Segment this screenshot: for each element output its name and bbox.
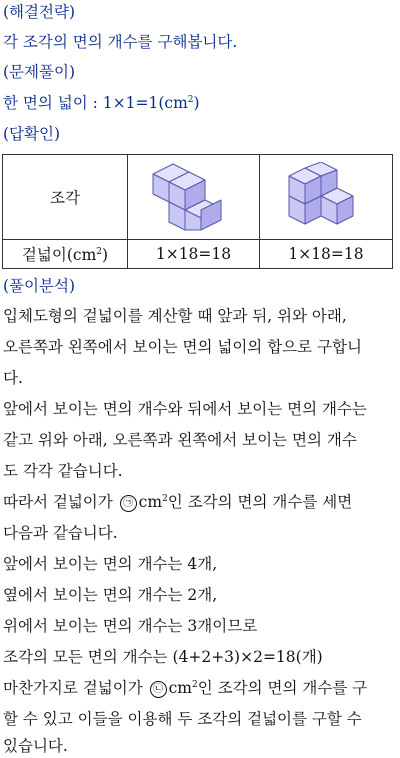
solve-expr: 1×1=1(cm xyxy=(102,94,188,112)
line-a-pre: 따라서 겉넓이가 xyxy=(3,493,118,511)
solve-tail: ) xyxy=(193,94,200,112)
area-value-a: 1×18=18 xyxy=(128,240,260,269)
circled-b-mark: ㉡ xyxy=(150,681,167,698)
table-row xyxy=(3,155,393,240)
area-label-text: 겉넓이(cm xyxy=(21,246,97,264)
section-solve-heading: (문제풀이) xyxy=(3,63,75,81)
area-label-close: ) xyxy=(102,246,109,264)
row-label-piece: 조각 xyxy=(3,155,128,240)
cube-piece-b-image xyxy=(283,162,369,232)
line-a-post: 인 조각의 면의 개수를 세면 xyxy=(167,493,353,511)
area-label-exp: 2 xyxy=(96,246,103,257)
analysis-line: 앞에서 보이는 면의 개수와 뒤에서 보이는 면의 개수는 xyxy=(3,400,367,418)
analysis-line: 옆에서 보이는 면의 개수는 2개, xyxy=(3,586,218,604)
solve-exp: 2 xyxy=(187,94,194,105)
line-a-unit: cm xyxy=(138,493,163,511)
line-b-unit: cm xyxy=(168,679,193,697)
row-label-area xyxy=(3,240,128,269)
table-row xyxy=(3,240,393,269)
cube-piece-a-image xyxy=(151,162,237,232)
section-strategy-heading: (해결전략) xyxy=(3,3,75,21)
analysis-line: 있습니다. xyxy=(3,737,68,755)
area-value-b: 1×18=18 xyxy=(260,240,393,269)
analysis-line: 앞에서 보이는 면의 개수는 4개, xyxy=(3,555,218,573)
solve-lead: 한 면의 넓이 : xyxy=(3,94,103,112)
line-b-post: 인 조각의 면의 개수를 구 xyxy=(197,679,368,697)
analysis-line-b xyxy=(3,678,367,698)
section-check-heading: (답확인) xyxy=(3,125,61,143)
analysis-line: 도 각각 같습니다. xyxy=(3,462,123,480)
line-b-pre: 마찬가지로 겉넓이가 xyxy=(3,679,148,697)
piece-a-figure xyxy=(128,155,260,240)
analysis-line: 조각의 모든 면의 개수는 (4+2+3)×2=18(개) xyxy=(3,648,323,666)
analysis-line: 위에서 보이는 면의 개수는 3개이므로 xyxy=(3,617,258,635)
analysis-line: 다음과 같습니다. xyxy=(3,524,118,542)
line-a-exp: 2 xyxy=(162,493,168,504)
analysis-line: 다. xyxy=(3,369,23,387)
analysis-line: 같고 위와 아래, 오른쪽과 왼쪽에서 보이는 면의 개수 xyxy=(3,431,357,449)
answer-table xyxy=(2,154,393,269)
line-b-exp: 2 xyxy=(192,679,198,690)
analysis-line: 입체도형의 겉넓이를 계산할 때 앞과 뒤, 위와 아래, xyxy=(3,307,347,325)
circled-a-mark: ㉠ xyxy=(120,495,137,512)
analysis-line-a xyxy=(3,492,352,512)
section-analysis-heading: (풀이분석) xyxy=(3,277,75,295)
piece-b-figure xyxy=(260,155,393,240)
analysis-line: 할 수 있고 이들을 이용해 두 조각의 겉넓이를 구할 수 xyxy=(3,710,362,728)
analysis-line: 오른쪽과 왼쪽에서 보이는 면의 넓이의 합으로 구합니 xyxy=(3,338,362,356)
solve-text xyxy=(3,93,200,113)
strategy-text: 각 조각의 면의 개수를 구해봅니다. xyxy=(3,33,238,51)
